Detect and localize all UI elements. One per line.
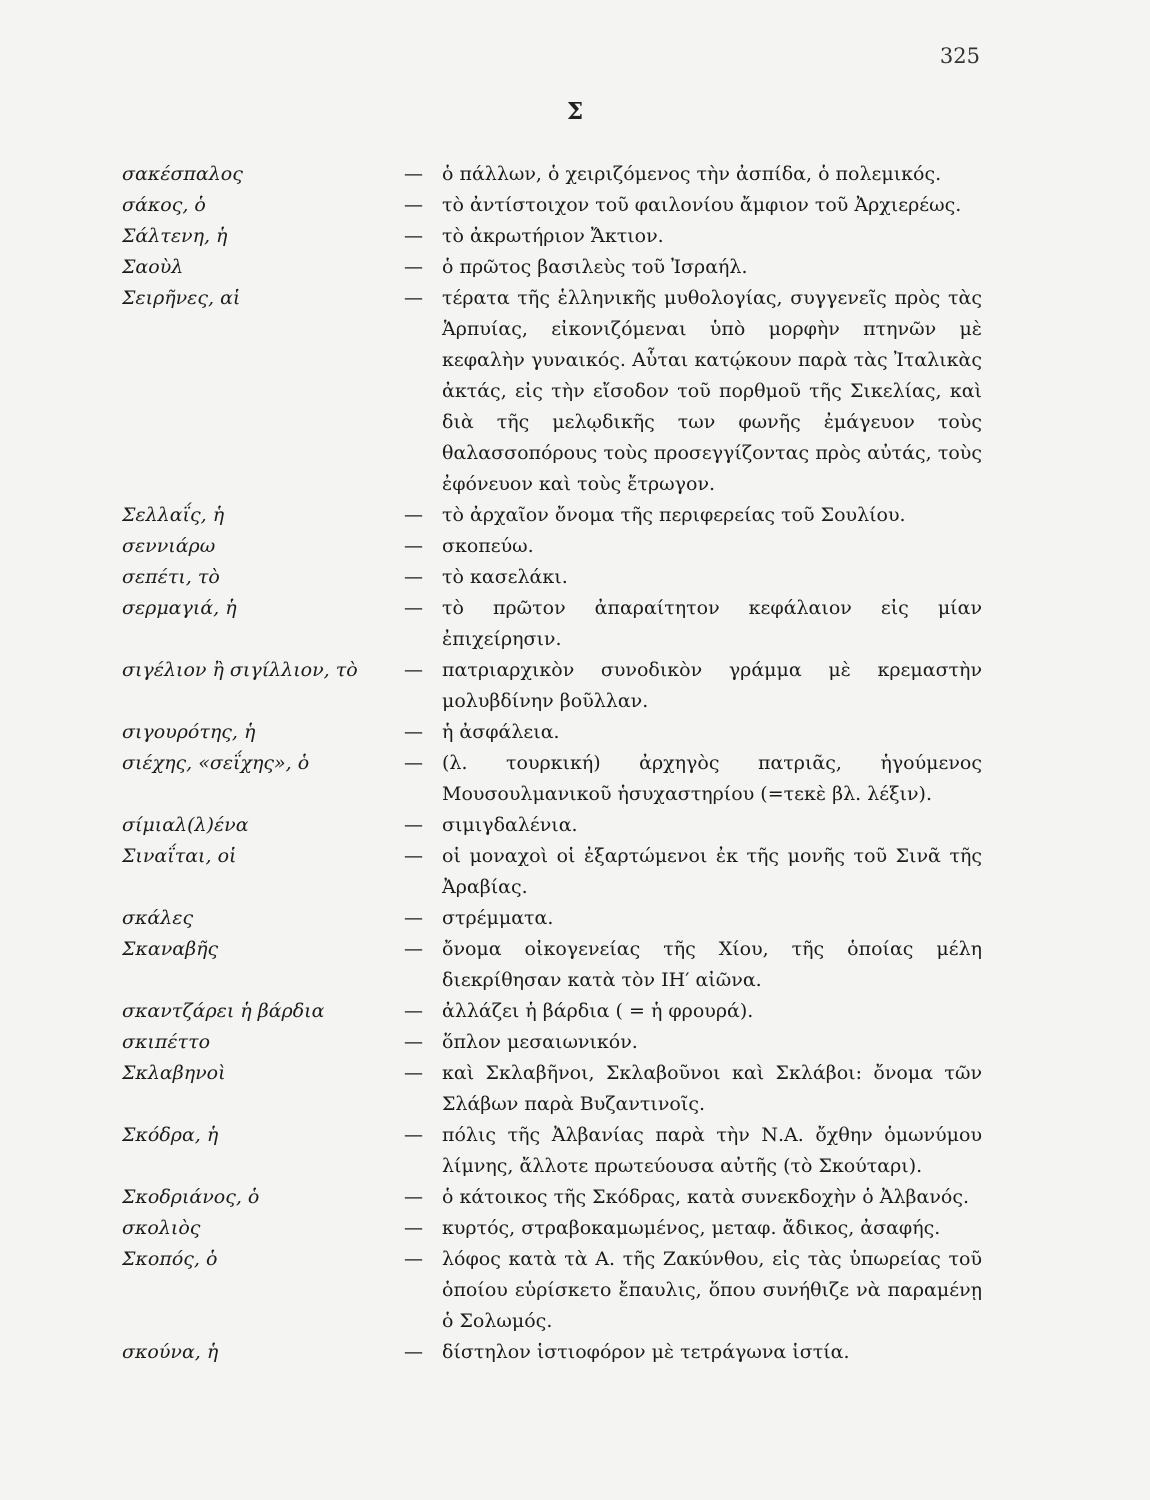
glossary-entry (122, 562, 982, 593)
entry-definition: τέρατα τῆς ἑλληνικῆς μυθολογίας, συγγενεῖς πρὸς τὰς Ἁρπυίας, εἰκονιζόμεναι ὑπὸ μορφὴν πτηνῶν μὲ κεφαλὴν γυναικός. Αὗται κατῴκουν παρὰ τὰς Ἰταλικὰς ἀκτάς, εἰς τὴν εἴσοδον τοῦ πορθμοῦ τῆς Σικελίας, καὶ διὰ τῆς μελῳδικῆς των φωνῆς ἐμάγευον τοὺς θαλασσοπόρους τοὺς προσεγγίζοντας πρὸς αὐτάς, τοὺς ἐφόνευον καὶ τοὺς ἔτρωγον. (442, 287, 982, 495)
glossary-entry (122, 996, 982, 1027)
entry-dash: — (404, 535, 423, 557)
glossary-entry (122, 283, 982, 500)
entry-definition: ὁ κάτοικος τῆς Σκόδρας, κατὰ συνεκδοχὴν ὁ Ἀλβανός. (442, 1186, 970, 1208)
glossary-entry (122, 593, 982, 655)
entry-headword: Σκοπός, ὁ (122, 1248, 218, 1270)
glossary-entries (122, 159, 982, 1368)
entry-dash: — (404, 814, 423, 836)
entry-definition: σιμιγδαλένια. (442, 814, 578, 836)
glossary-entry (122, 1337, 982, 1368)
entry-headword: σκιπέττο (122, 1031, 211, 1053)
entry-dash: — (404, 287, 423, 309)
glossary-entry (122, 1213, 982, 1244)
page-number: 325 (939, 44, 980, 68)
glossary-entry (122, 1244, 982, 1337)
entry-definition: πόλις τῆς Ἀλβανίας παρὰ τὴν Ν.Α. ὄχθην ὁμωνύμου λίμνης, ἄλλοτε πρωτεύουσα αὐτῆς (τὸ Σκούταρι). (442, 1124, 982, 1177)
glossary-entry (122, 190, 982, 221)
entry-dash: — (404, 1248, 423, 1270)
entry-headword: σκούνα, ἡ (122, 1341, 219, 1363)
entry-definition: δίστηλον ἱστιοφόρον μὲ τετράγωνα ἱστία. (442, 1341, 850, 1363)
entry-headword: σακέσπαλος (122, 163, 243, 185)
entry-dash: — (404, 721, 423, 743)
entry-dash: — (404, 752, 423, 774)
glossary-entry (122, 1182, 982, 1213)
entry-dash: — (404, 1186, 423, 1208)
entry-headword: σκαντζάρει ἡ βάρδια (122, 1000, 325, 1022)
entry-headword: Σκλαβηνοὶ (122, 1062, 226, 1084)
entry-definition: τὸ ἀκρωτήριον Ἄκτιον. (442, 225, 664, 247)
entry-definition: καὶ Σκλαβῆνοι, Σκλαβοῦνοι καὶ Σκλάβοι: ὄνομα τῶν Σλάβων παρὰ Βυζαντινοῖς. (442, 1062, 982, 1115)
glossary-entry (122, 1058, 982, 1120)
entry-headword: σερμαγιά, ἡ (122, 597, 237, 619)
entry-dash: — (404, 256, 423, 278)
entry-dash: — (404, 907, 423, 929)
entry-definition: πατριαρχικὸν συνοδικὸν γράμμα μὲ κρεμαστὴν μολυβδίνην βοῦλλαν. (442, 659, 982, 712)
glossary-entry (122, 500, 982, 531)
entry-dash: — (404, 1341, 423, 1363)
entry-headword: σιγέλιον ἢ σιγίλλιον, τὸ (122, 659, 358, 681)
glossary-entry (122, 934, 982, 996)
entry-definition: στρέμματα. (442, 907, 554, 929)
entry-definition: κυρτός, στραβοκαμωμένος, μεταφ. ἄδικος, ἀσαφής. (442, 1217, 941, 1239)
glossary-entry (122, 1120, 982, 1182)
entry-definition: (λ. τουρκική) ἀρχηγὸς πατριᾶς, ἡγούμενος Μουσουλμανικοῦ ἡσυχαστηρίου (=τεκὲ βλ. λέξιν). (442, 752, 982, 805)
entry-definition: τὸ πρῶτον ἀπαραίτητον κεφάλαιον εἰς μίαν ἐπιχείρησιν. (442, 597, 982, 650)
glossary-entry (122, 221, 982, 252)
glossary-entry (122, 717, 982, 748)
entry-headword: σίμιαλ(λ)ένα (122, 814, 249, 836)
entry-headword: Σκοδριάνος, ὁ (122, 1186, 260, 1208)
entry-definition: τὸ ἀρχαῖον ὄνομα τῆς περιφερείας τοῦ Σουλίου. (442, 504, 906, 526)
entry-headword: Σελλαΐς, ἡ (122, 504, 225, 526)
glossary-entry (122, 159, 982, 190)
entry-dash: — (404, 1062, 423, 1084)
entry-headword: Σκόδρα, ἡ (122, 1124, 219, 1146)
entry-headword: σάκος, ὁ (122, 194, 206, 216)
section-letter: Σ (566, 98, 584, 125)
entry-dash: — (404, 938, 423, 960)
glossary-entry (122, 252, 982, 283)
entry-headword: Σιναΐται, οἱ (122, 845, 237, 867)
entry-dash: — (404, 1124, 423, 1146)
glossary-entry (122, 531, 982, 562)
entry-definition: ἀλλάζει ἡ βάρδια ( = ἡ φρουρά). (442, 1000, 754, 1022)
entry-definition: ὁ πάλλων, ὁ χειριζόμενος τὴν ἀσπίδα, ὁ πολεμικός. (442, 163, 942, 185)
entry-dash: — (404, 1217, 423, 1239)
entry-headword: σιγουρότης, ἡ (122, 721, 256, 743)
entry-dash: — (404, 194, 423, 216)
entry-definition: τὸ ἀντίστοιχον τοῦ φαιλονίου ἄμφιον τοῦ Ἀρχιερέως. (442, 194, 962, 216)
entry-headword: Σκαναβῆς (122, 938, 219, 960)
entry-dash: — (404, 225, 423, 247)
glossary-entry (122, 903, 982, 934)
entry-dash: — (404, 845, 423, 867)
entry-definition: λόφος κατὰ τὰ Α. τῆς Ζακύνθου, εἰς τὰς ὑπωρείας τοῦ ὁποίου εὑρίσκετο ἔπαυλις, ὅπου συνήθιζε νὰ παραμένῃ ὁ Σολωμός. (442, 1248, 982, 1332)
entry-headword: σεπέτι, τὸ (122, 566, 220, 588)
entry-definition: ὅπλον μεσαιωνικόν. (442, 1031, 638, 1053)
entry-headword: σκολιὸς (122, 1217, 201, 1239)
entry-definition: ὄνομα οἰκογενείας τῆς Χίου, τῆς ὁποίας μέλη διεκρίθησαν κατὰ τὸν ΙΗ′ αἰῶνα. (442, 938, 982, 991)
entry-headword: Σειρῆνες, αἱ (122, 287, 241, 309)
glossary-entry (122, 655, 982, 717)
entry-dash: — (404, 504, 423, 526)
entry-dash: — (404, 1000, 423, 1022)
entry-dash: — (404, 659, 423, 681)
entry-headword: σιέχης, «σεΐχης», ὁ (122, 752, 310, 774)
entry-definition: σκοπεύω. (442, 535, 534, 557)
entry-headword: σεννιάρω (122, 535, 216, 557)
entry-headword: Σάλτενη, ἡ (122, 225, 228, 247)
entry-dash: — (404, 1031, 423, 1053)
glossary-entry (122, 810, 982, 841)
entry-definition: οἱ μοναχοὶ οἱ ἐξαρτώμενοι ἐκ τῆς μονῆς τοῦ Σινᾶ τῆς Ἀραβίας. (442, 845, 982, 898)
entry-definition: ὁ πρῶτος βασιλεὺς τοῦ Ἰσραήλ. (442, 256, 748, 278)
glossary-entry (122, 1027, 982, 1058)
entry-dash: — (404, 163, 423, 185)
entry-dash: — (404, 566, 423, 588)
glossary-entry (122, 841, 982, 903)
entry-definition: τὸ κασελάκι. (442, 566, 568, 588)
entry-headword: σκάλες (122, 907, 194, 929)
entry-headword: Σαοὺλ (122, 256, 184, 278)
entry-dash: — (404, 597, 423, 619)
entry-definition: ἡ ἀσφάλεια. (442, 721, 560, 743)
glossary-entry (122, 748, 982, 810)
